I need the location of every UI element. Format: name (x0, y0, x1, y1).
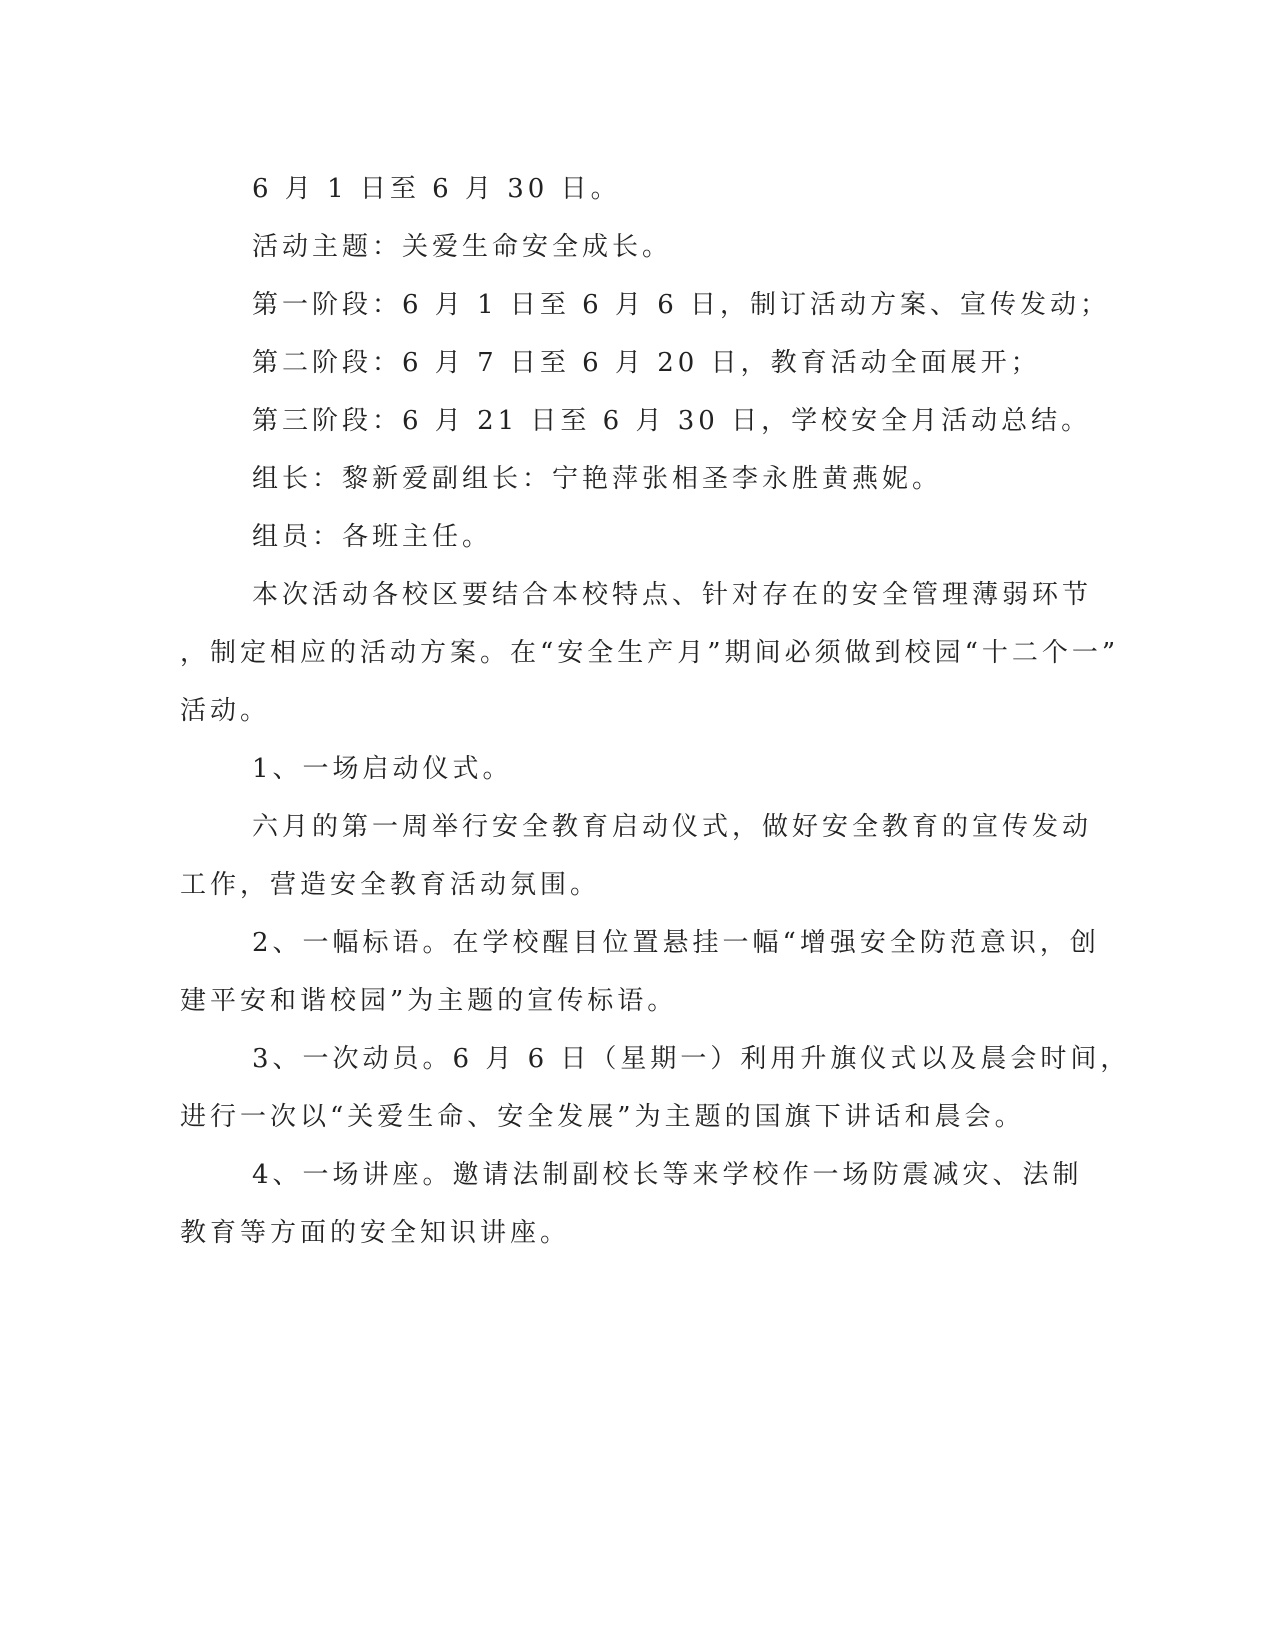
period-line: 6 月 1 日至 6 月 30 日。 (252, 174, 621, 204)
paragraph-line: 本次活动各校区要结合本校特点、针对存在的安全管理薄弱环节 (252, 580, 1093, 610)
phase-two-line: 第二阶段：6 月 7 日至 6 月 20 日，教育活动全面展开； (252, 348, 1041, 378)
paragraph-line: 活动。 (180, 696, 271, 726)
paragraph-line: 2、一幅标语。在学校醒目位置悬挂一幅“增强安全防范意识，创 (252, 928, 1100, 958)
team-leader-line: 组长：黎新爱副组长：宁艳萍张相圣李永胜黄燕妮。 (252, 464, 943, 494)
paragraph-line: 4、一场讲座。邀请法制副校长等来学校作一场防震减灾、法制 (252, 1160, 1083, 1190)
phase-one-line: 第一阶段：6 月 1 日至 6 月 6 日，制订活动方案、宣传发动； (252, 290, 1111, 320)
paragraph-line: 建平安和谐校园”为主题的宣传标语。 (180, 986, 678, 1016)
paragraph-line: 六月的第一周举行安全教育启动仪式，做好安全教育的宣传发动 (252, 812, 1093, 842)
item-heading: 1、一场启动仪式。 (252, 754, 513, 784)
paragraph-line: 工作，营造安全教育活动氛围。 (180, 870, 601, 900)
paragraph-line: 教育等方面的安全知识讲座。 (180, 1218, 571, 1248)
document-body (180, 160, 1131, 1262)
paragraph-line: 3、一次动员。6 月 6 日（星期一）利用升旗仪式以及晨会时间， (252, 1044, 1131, 1074)
theme-line: 活动主题：关爱生命安全成长。 (252, 232, 673, 262)
paragraph-line: ，制定相应的活动方案。在“安全生产月”期间必须做到校园“十二个一” (180, 638, 1120, 668)
team-members-line: 组员：各班主任。 (252, 522, 493, 552)
phase-three-line: 第三阶段：6 月 21 日至 6 月 30 日，学校安全月活动总结。 (252, 406, 1092, 436)
paragraph-line: 进行一次以“关爱生命、安全发展”为主题的国旗下讲话和晨会。 (180, 1102, 1025, 1132)
